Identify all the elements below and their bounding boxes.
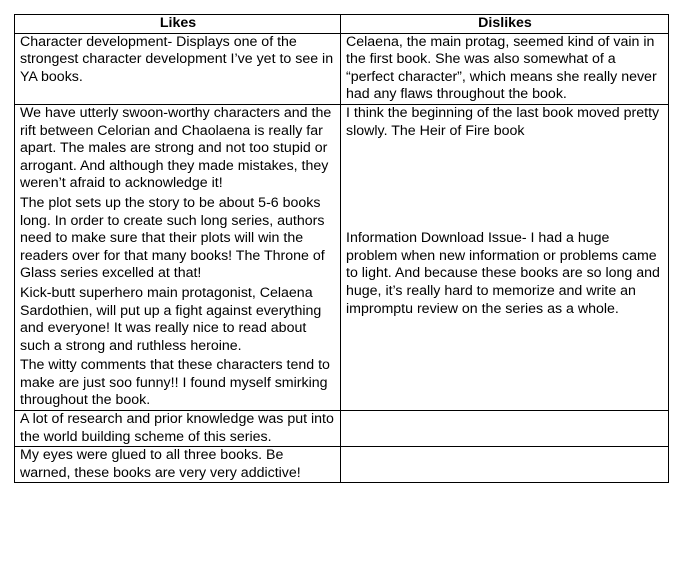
likes-text: We have utterly swoon-worthy characters and the rift between Celorian and Chaolaena is really far apart. The males are strong and not too stupid or arrogant. And although they made mistakes, they weren’t afraid to acknowledge it! bbox=[20, 104, 332, 192]
likes-cell bbox=[15, 411, 341, 447]
likes-cell bbox=[15, 33, 341, 104]
dislikes-text: Information Download Issue- I had a huge problem when new information or problems came to light. And because these books are so long and huge, it’s really hard to memorize and write an impromptu review on the series as a whole. bbox=[346, 230, 660, 317]
likes-text: Character development- Displays one of the strongest character development I’ve yet to see in YA books. bbox=[20, 33, 334, 85]
likes-dislikes-document bbox=[14, 14, 668, 483]
likes-dislikes-table bbox=[14, 14, 669, 483]
dislikes-header: Dislikes bbox=[341, 15, 669, 34]
table-row bbox=[15, 447, 669, 483]
likes-cell bbox=[15, 104, 341, 410]
likes-text: A lot of research and prior knowledge was put into the world building scheme of this series. bbox=[20, 411, 334, 445]
dislikes-cell-empty bbox=[341, 411, 669, 447]
likes-header: Likes bbox=[15, 15, 341, 34]
dislikes-spacer bbox=[346, 140, 664, 230]
likes-cell bbox=[15, 447, 341, 483]
dislikes-text: I think the beginning of the last book moved pretty slowly. The Heir of Fire book bbox=[346, 104, 660, 139]
dislikes-text: Celaena, the main protag, seemed kind of vain in the first book. She was also somewhat of a “perfect character”, which means she really never had any flaws throughout the book. bbox=[346, 33, 657, 103]
likes-text: Kick-butt superhero main protagonist, Celaena Sardothien, will put up a fight against everything and everyone! It was really nice to read about such a strong and ruthless heroine. bbox=[20, 284, 322, 354]
table-row bbox=[15, 33, 669, 104]
dislikes-cell bbox=[341, 33, 669, 104]
table-row bbox=[15, 411, 669, 447]
likes-text: My eyes were glued to all three books. Be warned, these books are very very addictive! bbox=[20, 447, 301, 481]
table-row bbox=[15, 104, 669, 410]
likes-text: The witty comments that these characters tend to make are just soo funny!! I found myself smirking throughout the book. bbox=[20, 357, 330, 409]
likes-text: The plot sets up the story to be about 5-6 books long. In order to create such long series, authors need to make sure that their plots will win the readers over for that many books! The Throne of Glass series excelled at that! bbox=[20, 194, 325, 282]
dislikes-cell-empty bbox=[341, 447, 669, 483]
header-row bbox=[15, 15, 669, 34]
dislikes-cell bbox=[341, 104, 669, 410]
